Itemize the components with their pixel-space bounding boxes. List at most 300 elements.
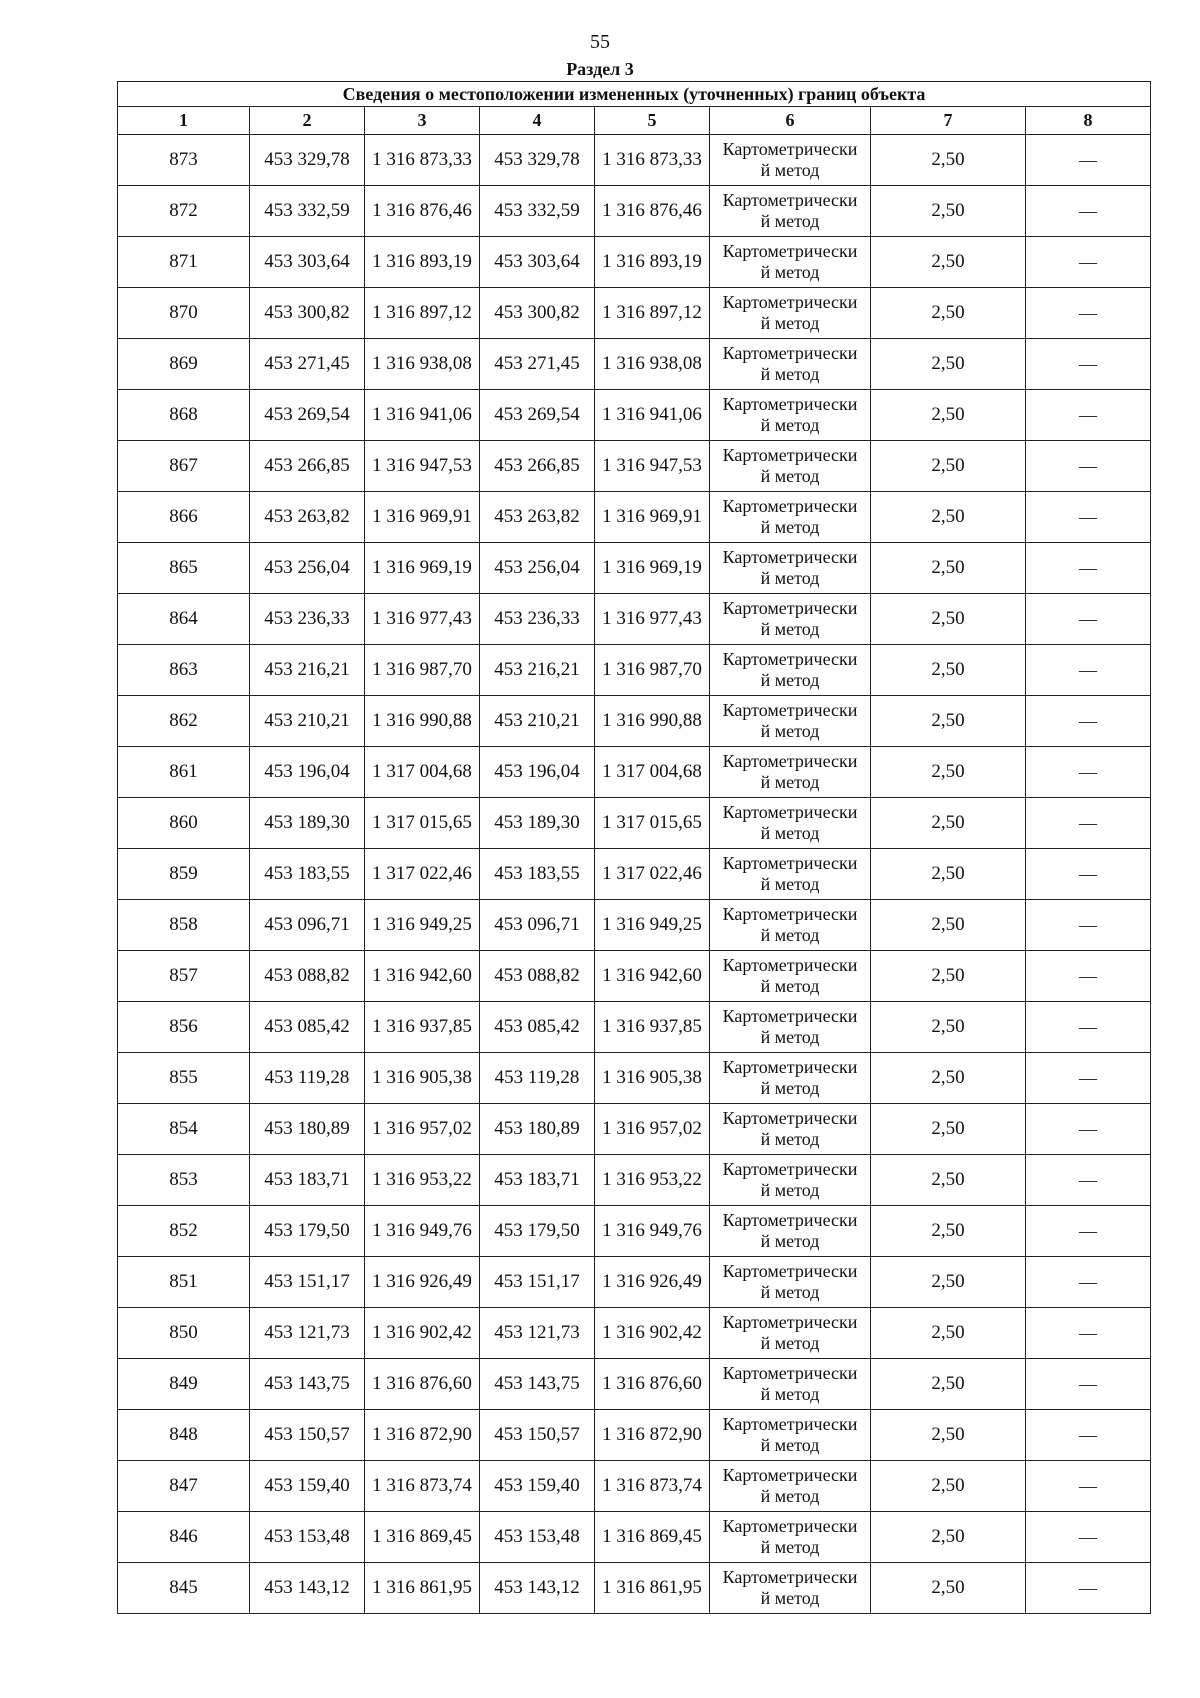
note-cell: — — [1026, 849, 1151, 900]
method-cell — [710, 339, 871, 390]
table-row — [118, 849, 1151, 900]
table-row — [118, 237, 1151, 288]
accuracy-cell: 2,50 — [871, 543, 1026, 594]
y-refined-cell: 1 316 869,45 — [595, 1512, 710, 1563]
method-text: Картометрически — [722, 1006, 858, 1026]
method-text: Картометрически — [722, 496, 858, 516]
y-refined-cell: 1 317 015,65 — [595, 798, 710, 849]
method-cell — [710, 1104, 871, 1155]
accuracy-cell: 2,50 — [871, 1512, 1026, 1563]
note-cell: — — [1026, 1563, 1151, 1614]
table-row — [118, 1308, 1151, 1359]
x-existing-cell: 453 271,45 — [250, 339, 365, 390]
method-text: й метод — [760, 1537, 820, 1557]
y-existing-cell: 1 316 876,60 — [365, 1359, 480, 1410]
x-refined-cell: 453 096,71 — [480, 900, 595, 951]
method-text: й метод — [760, 1129, 820, 1149]
x-refined-cell: 453 150,57 — [480, 1410, 595, 1461]
note-cell: — — [1026, 951, 1151, 1002]
method-text: й метод — [760, 568, 820, 588]
method-text: й метод — [760, 976, 820, 996]
note-cell: — — [1026, 288, 1151, 339]
y-existing-cell: 1 316 872,90 — [365, 1410, 480, 1461]
column-number: 5 — [595, 107, 710, 135]
point-number-cell: 869 — [118, 339, 250, 390]
note-cell: — — [1026, 1308, 1151, 1359]
method-text: й метод — [760, 721, 820, 741]
point-number-cell: 853 — [118, 1155, 250, 1206]
x-refined-cell: 453 189,30 — [480, 798, 595, 849]
note-cell: — — [1026, 1461, 1151, 1512]
y-refined-cell: 1 316 897,12 — [595, 288, 710, 339]
x-existing-cell: 453 159,40 — [250, 1461, 365, 1512]
method-text: Картометрически — [722, 445, 858, 465]
table-row — [118, 798, 1151, 849]
x-existing-cell: 453 183,71 — [250, 1155, 365, 1206]
point-number-cell: 870 — [118, 288, 250, 339]
method-text: й метод — [760, 211, 820, 231]
method-cell — [710, 645, 871, 696]
point-number-cell: 850 — [118, 1308, 250, 1359]
point-number-cell: 868 — [118, 390, 250, 441]
x-refined-cell: 453 085,42 — [480, 1002, 595, 1053]
accuracy-cell: 2,50 — [871, 1359, 1026, 1410]
column-number: 3 — [365, 107, 480, 135]
method-cell — [710, 135, 871, 186]
accuracy-cell: 2,50 — [871, 1257, 1026, 1308]
point-number-cell: 855 — [118, 1053, 250, 1104]
method-text: й метод — [760, 262, 820, 282]
x-existing-cell: 453 088,82 — [250, 951, 365, 1002]
method-text: Картометрически — [722, 547, 858, 567]
x-existing-cell: 453 332,59 — [250, 186, 365, 237]
method-text: й метод — [760, 1486, 820, 1506]
page-number: 55 — [590, 31, 610, 53]
y-existing-cell: 1 316 861,95 — [365, 1563, 480, 1614]
table-row — [118, 186, 1151, 237]
table-header — [118, 82, 1151, 135]
x-existing-cell: 453 216,21 — [250, 645, 365, 696]
method-cell — [710, 747, 871, 798]
table-row — [118, 339, 1151, 390]
accuracy-cell: 2,50 — [871, 1461, 1026, 1512]
method-cell — [710, 1155, 871, 1206]
column-number: 7 — [871, 107, 1026, 135]
y-refined-cell: 1 316 873,74 — [595, 1461, 710, 1512]
note-cell: — — [1026, 441, 1151, 492]
y-existing-cell: 1 316 893,19 — [365, 237, 480, 288]
accuracy-cell: 2,50 — [871, 900, 1026, 951]
accuracy-cell: 2,50 — [871, 594, 1026, 645]
y-refined-cell: 1 316 873,33 — [595, 135, 710, 186]
y-existing-cell: 1 316 969,91 — [365, 492, 480, 543]
point-number-cell: 849 — [118, 1359, 250, 1410]
y-existing-cell: 1 316 949,76 — [365, 1206, 480, 1257]
note-cell: — — [1026, 237, 1151, 288]
x-refined-cell: 453 266,85 — [480, 441, 595, 492]
table-row — [118, 594, 1151, 645]
note-cell: — — [1026, 1155, 1151, 1206]
y-refined-cell: 1 316 957,02 — [595, 1104, 710, 1155]
x-existing-cell: 453 085,42 — [250, 1002, 365, 1053]
table-body — [118, 135, 1151, 1614]
method-text: й метод — [760, 1078, 820, 1098]
accuracy-cell: 2,50 — [871, 849, 1026, 900]
y-existing-cell: 1 316 990,88 — [365, 696, 480, 747]
method-text: Картометрически — [722, 955, 858, 975]
note-cell: — — [1026, 900, 1151, 951]
accuracy-cell: 2,50 — [871, 747, 1026, 798]
accuracy-cell: 2,50 — [871, 390, 1026, 441]
x-refined-cell: 453 180,89 — [480, 1104, 595, 1155]
y-refined-cell: 1 317 004,68 — [595, 747, 710, 798]
method-text: й метод — [760, 925, 820, 945]
accuracy-cell: 2,50 — [871, 1206, 1026, 1257]
x-existing-cell: 453 300,82 — [250, 288, 365, 339]
accuracy-cell: 2,50 — [871, 492, 1026, 543]
y-refined-cell: 1 316 926,49 — [595, 1257, 710, 1308]
y-existing-cell: 1 316 977,43 — [365, 594, 480, 645]
x-refined-cell: 453 236,33 — [480, 594, 595, 645]
y-refined-cell: 1 316 902,42 — [595, 1308, 710, 1359]
method-text: Картометрически — [722, 1108, 858, 1128]
method-cell — [710, 288, 871, 339]
x-existing-cell: 453 183,55 — [250, 849, 365, 900]
method-text: й метод — [760, 466, 820, 486]
accuracy-cell: 2,50 — [871, 339, 1026, 390]
point-number-cell: 859 — [118, 849, 250, 900]
y-refined-cell: 1 316 949,25 — [595, 900, 710, 951]
point-number-cell: 871 — [118, 237, 250, 288]
method-text: Картометрически — [722, 1261, 858, 1281]
method-text: Картометрически — [722, 190, 858, 210]
y-existing-cell: 1 316 873,33 — [365, 135, 480, 186]
method-text: Картометрически — [722, 1057, 858, 1077]
x-refined-cell: 453 332,59 — [480, 186, 595, 237]
method-text: й метод — [760, 1231, 820, 1251]
x-existing-cell: 453 269,54 — [250, 390, 365, 441]
method-text: й метод — [760, 874, 820, 894]
table-row — [118, 1155, 1151, 1206]
accuracy-cell: 2,50 — [871, 1155, 1026, 1206]
table-row — [118, 1104, 1151, 1155]
note-cell: — — [1026, 747, 1151, 798]
y-existing-cell: 1 316 905,38 — [365, 1053, 480, 1104]
y-refined-cell: 1 316 905,38 — [595, 1053, 710, 1104]
x-refined-cell: 453 151,17 — [480, 1257, 595, 1308]
method-cell — [710, 1359, 871, 1410]
point-number-cell: 862 — [118, 696, 250, 747]
y-existing-cell: 1 317 015,65 — [365, 798, 480, 849]
accuracy-cell: 2,50 — [871, 441, 1026, 492]
x-existing-cell: 453 096,71 — [250, 900, 365, 951]
method-text: Картометрически — [722, 1516, 858, 1536]
accuracy-cell: 2,50 — [871, 1410, 1026, 1461]
table-row — [118, 696, 1151, 747]
x-refined-cell: 453 183,55 — [480, 849, 595, 900]
y-refined-cell: 1 316 937,85 — [595, 1002, 710, 1053]
method-text: Картометрически — [722, 1465, 858, 1485]
x-existing-cell: 453 266,85 — [250, 441, 365, 492]
point-number-cell: 873 — [118, 135, 250, 186]
note-cell: — — [1026, 1206, 1151, 1257]
column-number: 4 — [480, 107, 595, 135]
method-text: й метод — [760, 1180, 820, 1200]
x-refined-cell: 453 329,78 — [480, 135, 595, 186]
x-refined-cell: 453 303,64 — [480, 237, 595, 288]
x-refined-cell: 453 143,75 — [480, 1359, 595, 1410]
method-text: й метод — [760, 1333, 820, 1353]
method-cell — [710, 1257, 871, 1308]
point-number-cell: 858 — [118, 900, 250, 951]
x-refined-cell: 453 088,82 — [480, 951, 595, 1002]
method-text: й метод — [760, 619, 820, 639]
table-row — [118, 390, 1151, 441]
method-cell — [710, 186, 871, 237]
x-refined-cell: 453 269,54 — [480, 390, 595, 441]
note-cell: — — [1026, 1104, 1151, 1155]
y-existing-cell: 1 316 897,12 — [365, 288, 480, 339]
method-text: й метод — [760, 1027, 820, 1047]
x-refined-cell: 453 119,28 — [480, 1053, 595, 1104]
x-refined-cell: 453 216,21 — [480, 645, 595, 696]
y-refined-cell: 1 316 977,43 — [595, 594, 710, 645]
note-cell: — — [1026, 1002, 1151, 1053]
method-cell — [710, 900, 871, 951]
accuracy-cell: 2,50 — [871, 1053, 1026, 1104]
x-refined-cell: 453 263,82 — [480, 492, 595, 543]
note-cell: — — [1026, 390, 1151, 441]
column-number: 8 — [1026, 107, 1151, 135]
note-cell: — — [1026, 594, 1151, 645]
method-cell — [710, 1461, 871, 1512]
table-row — [118, 1410, 1151, 1461]
accuracy-cell: 2,50 — [871, 135, 1026, 186]
note-cell: — — [1026, 1512, 1151, 1563]
y-refined-cell: 1 316 990,88 — [595, 696, 710, 747]
method-cell — [710, 696, 871, 747]
x-existing-cell: 453 150,57 — [250, 1410, 365, 1461]
method-cell — [710, 1410, 871, 1461]
y-refined-cell: 1 316 949,76 — [595, 1206, 710, 1257]
point-number-cell: 861 — [118, 747, 250, 798]
method-cell — [710, 1512, 871, 1563]
method-cell — [710, 951, 871, 1002]
x-existing-cell: 453 236,33 — [250, 594, 365, 645]
point-number-cell: 857 — [118, 951, 250, 1002]
note-cell: — — [1026, 1257, 1151, 1308]
y-existing-cell: 1 316 938,08 — [365, 339, 480, 390]
x-refined-cell: 453 153,48 — [480, 1512, 595, 1563]
x-existing-cell: 453 303,64 — [250, 237, 365, 288]
x-existing-cell: 453 256,04 — [250, 543, 365, 594]
table-row — [118, 951, 1151, 1002]
method-text: й метод — [760, 160, 820, 180]
y-refined-cell: 1 316 969,91 — [595, 492, 710, 543]
method-text: Картометрически — [722, 1414, 858, 1434]
y-existing-cell: 1 317 004,68 — [365, 747, 480, 798]
note-cell: — — [1026, 645, 1151, 696]
x-refined-cell: 453 183,71 — [480, 1155, 595, 1206]
y-existing-cell: 1 316 926,49 — [365, 1257, 480, 1308]
x-refined-cell: 453 143,12 — [480, 1563, 595, 1614]
x-refined-cell: 453 121,73 — [480, 1308, 595, 1359]
x-existing-cell: 453 196,04 — [250, 747, 365, 798]
point-number-cell: 852 — [118, 1206, 250, 1257]
method-text: Картометрически — [722, 139, 858, 159]
method-cell — [710, 543, 871, 594]
x-existing-cell: 453 121,73 — [250, 1308, 365, 1359]
method-cell — [710, 1563, 871, 1614]
method-text: Картометрически — [722, 649, 858, 669]
note-cell: — — [1026, 1053, 1151, 1104]
method-text: й метод — [760, 1435, 820, 1455]
table-row — [118, 1053, 1151, 1104]
x-existing-cell: 453 143,75 — [250, 1359, 365, 1410]
accuracy-cell: 2,50 — [871, 1308, 1026, 1359]
y-existing-cell: 1 316 902,42 — [365, 1308, 480, 1359]
point-number-cell: 854 — [118, 1104, 250, 1155]
method-cell — [710, 390, 871, 441]
y-refined-cell: 1 316 872,90 — [595, 1410, 710, 1461]
table-row — [118, 288, 1151, 339]
y-existing-cell: 1 316 969,19 — [365, 543, 480, 594]
note-cell: — — [1026, 696, 1151, 747]
x-refined-cell: 453 159,40 — [480, 1461, 595, 1512]
point-number-cell: 863 — [118, 645, 250, 696]
table-row — [118, 1359, 1151, 1410]
table-row — [118, 441, 1151, 492]
method-text: Картометрически — [722, 1567, 858, 1587]
y-refined-cell: 1 316 969,19 — [595, 543, 710, 594]
accuracy-cell: 2,50 — [871, 186, 1026, 237]
section-title: Раздел 3 — [566, 59, 634, 79]
method-text: Картометрически — [722, 751, 858, 771]
note-cell: — — [1026, 339, 1151, 390]
method-text: Картометрически — [722, 1159, 858, 1179]
note-cell: — — [1026, 543, 1151, 594]
accuracy-cell: 2,50 — [871, 1104, 1026, 1155]
point-number-cell: 872 — [118, 186, 250, 237]
x-existing-cell: 453 119,28 — [250, 1053, 365, 1104]
note-cell: — — [1026, 492, 1151, 543]
method-cell — [710, 849, 871, 900]
accuracy-cell: 2,50 — [871, 1563, 1026, 1614]
point-number-cell: 851 — [118, 1257, 250, 1308]
y-existing-cell: 1 316 957,02 — [365, 1104, 480, 1155]
method-text: Картометрически — [722, 394, 858, 414]
note-cell: — — [1026, 1410, 1151, 1461]
method-text: й метод — [760, 313, 820, 333]
method-text: й метод — [760, 1588, 820, 1608]
y-existing-cell: 1 316 953,22 — [365, 1155, 480, 1206]
x-existing-cell: 453 143,12 — [250, 1563, 365, 1614]
y-existing-cell: 1 317 022,46 — [365, 849, 480, 900]
table-row — [118, 1563, 1151, 1614]
x-refined-cell: 453 271,45 — [480, 339, 595, 390]
table-row — [118, 900, 1151, 951]
y-refined-cell: 1 316 861,95 — [595, 1563, 710, 1614]
x-refined-cell: 453 196,04 — [480, 747, 595, 798]
method-text: й метод — [760, 772, 820, 792]
method-cell — [710, 1002, 871, 1053]
method-text: Картометрически — [722, 292, 858, 312]
table-row — [118, 1512, 1151, 1563]
method-text: Картометрически — [722, 241, 858, 261]
method-cell — [710, 237, 871, 288]
y-refined-cell: 1 316 938,08 — [595, 339, 710, 390]
table-row — [118, 492, 1151, 543]
table-row — [118, 135, 1151, 186]
table-row — [118, 543, 1151, 594]
y-existing-cell: 1 316 949,25 — [365, 900, 480, 951]
point-number-cell: 867 — [118, 441, 250, 492]
accuracy-cell: 2,50 — [871, 645, 1026, 696]
method-text: Картометрически — [722, 1210, 858, 1230]
x-existing-cell: 453 329,78 — [250, 135, 365, 186]
y-refined-cell: 1 316 947,53 — [595, 441, 710, 492]
accuracy-cell: 2,50 — [871, 798, 1026, 849]
x-existing-cell: 453 263,82 — [250, 492, 365, 543]
accuracy-cell: 2,50 — [871, 288, 1026, 339]
y-existing-cell: 1 316 876,46 — [365, 186, 480, 237]
point-number-cell: 866 — [118, 492, 250, 543]
method-text: й метод — [760, 1384, 820, 1404]
y-refined-cell: 1 316 953,22 — [595, 1155, 710, 1206]
accuracy-cell: 2,50 — [871, 696, 1026, 747]
accuracy-cell: 2,50 — [871, 951, 1026, 1002]
accuracy-cell: 2,50 — [871, 1002, 1026, 1053]
point-number-cell: 860 — [118, 798, 250, 849]
method-cell — [710, 1206, 871, 1257]
y-refined-cell: 1 316 876,60 — [595, 1359, 710, 1410]
method-cell — [710, 492, 871, 543]
point-number-cell: 856 — [118, 1002, 250, 1053]
y-existing-cell: 1 316 942,60 — [365, 951, 480, 1002]
method-text: й метод — [760, 823, 820, 843]
note-cell: — — [1026, 1359, 1151, 1410]
method-text: й метод — [760, 415, 820, 435]
column-number: 2 — [250, 107, 365, 135]
table-row — [118, 1206, 1151, 1257]
table-row — [118, 1257, 1151, 1308]
table-row — [118, 1002, 1151, 1053]
x-existing-cell: 453 180,89 — [250, 1104, 365, 1155]
method-text: Картометрически — [722, 853, 858, 873]
note-cell: — — [1026, 186, 1151, 237]
y-refined-cell: 1 316 987,70 — [595, 645, 710, 696]
method-cell — [710, 798, 871, 849]
table-row — [118, 1461, 1151, 1512]
table-row — [118, 645, 1151, 696]
y-existing-cell: 1 316 947,53 — [365, 441, 480, 492]
y-refined-cell: 1 316 942,60 — [595, 951, 710, 1002]
method-text: Картометрически — [722, 598, 858, 618]
table-caption: Сведения о местоположении измененных (уточненных) границ объекта — [118, 82, 1151, 107]
boundary-coordinates-table — [117, 81, 1151, 1614]
method-text: Картометрически — [722, 904, 858, 924]
accuracy-cell: 2,50 — [871, 237, 1026, 288]
method-text: Картометрически — [722, 802, 858, 822]
method-text: й метод — [760, 670, 820, 690]
method-cell — [710, 594, 871, 645]
method-cell — [710, 441, 871, 492]
table-row — [118, 747, 1151, 798]
y-existing-cell: 1 316 869,45 — [365, 1512, 480, 1563]
x-refined-cell: 453 179,50 — [480, 1206, 595, 1257]
y-existing-cell: 1 316 941,06 — [365, 390, 480, 441]
column-number-row — [118, 107, 1151, 135]
